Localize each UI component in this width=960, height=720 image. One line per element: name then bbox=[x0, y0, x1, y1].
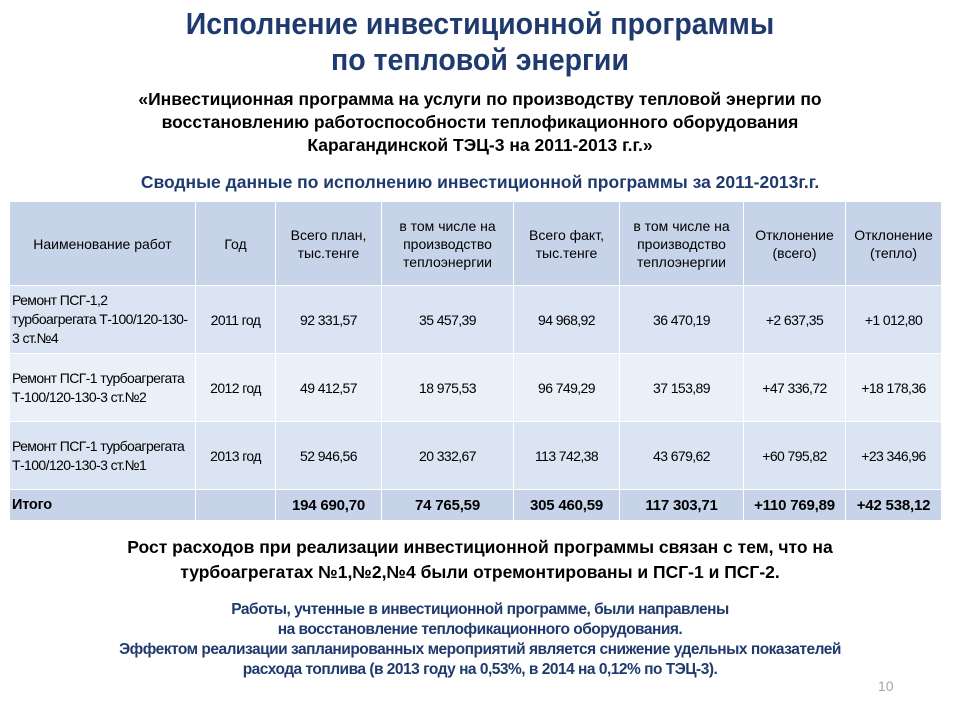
conclusion-line-2: турбоагрегатах №1,№2,№4 были отремонтированы и ПСГ-1 и ПСГ-2. bbox=[180, 562, 780, 582]
slide-title bbox=[38, 6, 921, 78]
effect-note bbox=[0, 600, 960, 680]
cell-work: Ремонт ПСГ-1 турбоагрегата Т-100/120-130-3 ст.№2 bbox=[10, 354, 196, 422]
table-total-row bbox=[10, 490, 942, 521]
effect-note-line-1: Работы, учтенные в инвестиционной программе, были направлены bbox=[231, 601, 729, 618]
cell-deviation-total: +2 637,35 bbox=[744, 286, 846, 354]
program-subtitle bbox=[40, 88, 920, 157]
cell-plan-total: 49 412,57 bbox=[276, 354, 382, 422]
effect-note-line-2: на восстановление теплофикационного оборудования. bbox=[277, 621, 683, 638]
header-work-name: Наименование работ bbox=[10, 202, 196, 286]
cell-fact-heat: 43 679,62 bbox=[620, 422, 744, 490]
cell-fact-total: 96 749,29 bbox=[514, 354, 620, 422]
program-subtitle-line-1: «Инвестиционная программа на услуги по производству тепловой энергии по bbox=[138, 89, 822, 109]
investment-table bbox=[9, 201, 942, 521]
header-deviation-total: Отклонение (всего) bbox=[744, 202, 846, 286]
cell-work: Ремонт ПСГ-1,2 турбоагрегата Т-100/120-130-3 ст.№4 bbox=[10, 286, 196, 354]
page-number: 10 bbox=[878, 678, 894, 694]
cell-plan-heat: 35 457,39 bbox=[382, 286, 514, 354]
conclusion-line-1: Рост расходов при реализации инвестиционной программы связан с тем, что на bbox=[127, 537, 833, 557]
header-deviation-heat: Отклонение (тепло) bbox=[846, 202, 942, 286]
cell-plan-heat: 18 975,53 bbox=[382, 354, 514, 422]
cell-deviation-heat: +23 346,96 bbox=[846, 422, 942, 490]
header-year: Год bbox=[196, 202, 276, 286]
cell-plan-heat: 20 332,67 bbox=[382, 422, 514, 490]
program-subtitle-line-3: Карагандинской ТЭЦ-3 на 2011-2013 г.г.» bbox=[307, 135, 653, 155]
total-plan-heat: 74 765,59 bbox=[382, 490, 514, 521]
cell-fact-heat: 37 153,89 bbox=[620, 354, 744, 422]
total-fact-total: 305 460,59 bbox=[514, 490, 620, 521]
total-deviation-total: +110 769,89 bbox=[744, 490, 846, 521]
summary-heading: Сводные данные по исполнению инвестиционной программы за 2011-2013г.г. bbox=[140, 172, 820, 192]
cell-plan-total: 92 331,57 bbox=[276, 286, 382, 354]
program-subtitle-line-2: восстановлению работоспособности теплофикационного оборудования bbox=[161, 112, 799, 132]
header-fact-heat: в том числе на производство теплоэнергии bbox=[620, 202, 744, 286]
header-plan-total: Всего план, тыс.тенге bbox=[276, 202, 382, 286]
total-year bbox=[196, 490, 276, 521]
cell-deviation-heat: +18 178,36 bbox=[846, 354, 942, 422]
header-fact-total: Всего факт, тыс.тенге bbox=[514, 202, 620, 286]
slide-title-line-1: Исполнение инвестиционной программы bbox=[185, 6, 775, 41]
total-plan-total: 194 690,70 bbox=[276, 490, 382, 521]
effect-note-line-3: Эффектом реализации запланированных мероприятий является снижение удельных показателей bbox=[119, 641, 841, 658]
table-header-row bbox=[10, 202, 942, 286]
cell-year: 2011 год bbox=[196, 286, 276, 354]
total-deviation-heat: +42 538,12 bbox=[846, 490, 942, 521]
slide-title-line-2: по тепловой энергии bbox=[330, 42, 630, 77]
cell-fact-heat: 36 470,19 bbox=[620, 286, 744, 354]
cell-deviation-total: +47 336,72 bbox=[744, 354, 846, 422]
total-fact-heat: 117 303,71 bbox=[620, 490, 744, 521]
table-row bbox=[10, 286, 942, 354]
table-row bbox=[10, 354, 942, 422]
header-plan-heat: в том числе на производство теплоэнергии bbox=[382, 202, 514, 286]
cell-fact-total: 113 742,38 bbox=[514, 422, 620, 490]
conclusion-text bbox=[20, 535, 940, 585]
total-label: Итого bbox=[10, 490, 196, 521]
cell-deviation-total: +60 795,82 bbox=[744, 422, 846, 490]
cell-year: 2013 год bbox=[196, 422, 276, 490]
cell-work: Ремонт ПСГ-1 турбоагрегата Т-100/120-130-3 ст.№1 bbox=[10, 422, 196, 490]
cell-fact-total: 94 968,92 bbox=[514, 286, 620, 354]
cell-plan-total: 52 946,56 bbox=[276, 422, 382, 490]
table-row bbox=[10, 422, 942, 490]
cell-year: 2012 год bbox=[196, 354, 276, 422]
cell-deviation-heat: +1 012,80 bbox=[846, 286, 942, 354]
effect-note-line-4: расхода топлива (в 2013 году на 0,53%, в 2014 на 0,12% по ТЭЦ-3). bbox=[242, 661, 718, 678]
